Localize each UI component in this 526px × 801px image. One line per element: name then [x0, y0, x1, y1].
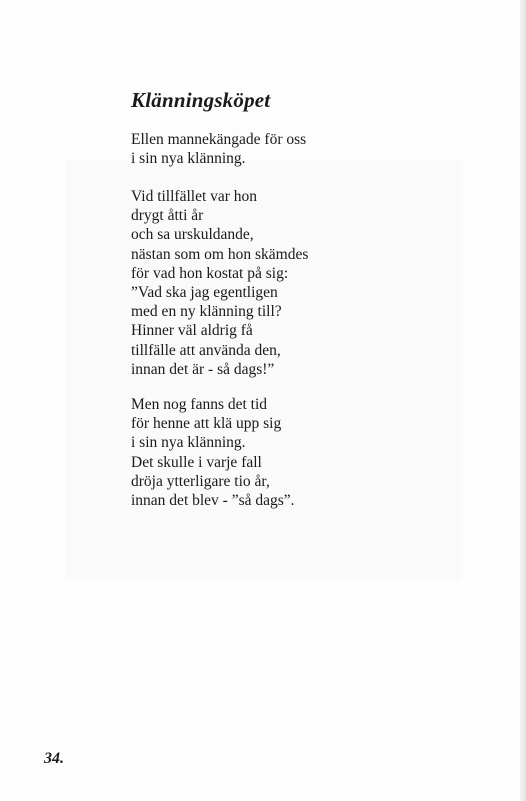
stanza-3: [131, 395, 295, 510]
page-edge: [520, 0, 526, 801]
stanza-2: [131, 187, 308, 379]
poem-line: i sin nya klänning.: [131, 150, 246, 168]
poem-line: för vad hon kostat på sig:: [131, 264, 289, 282]
stanza-1: [131, 130, 306, 168]
poem-line: Vid tillfället var hon: [131, 188, 258, 205]
poem-line: tillfälle att använda den,: [131, 341, 281, 359]
poem-line: nästan som om hon skämdes: [131, 245, 309, 263]
poem-line: innan det blev - ”så dags”.: [131, 492, 295, 510]
poem-title: Klänningsköpet: [131, 88, 271, 112]
poem-line: Det skulle i varje fall: [131, 453, 262, 471]
page-number: 34.: [44, 750, 64, 767]
poem-line: för henne att klä upp sig: [131, 415, 282, 433]
poem-line: med en ny klänning till?: [131, 303, 282, 321]
poem-line: innan det är - så dags!”: [131, 360, 275, 378]
poem-line: Hinner väl aldrig få: [131, 322, 253, 340]
poem-line: i sin nya klänning.: [131, 434, 246, 452]
poem-line: Ellen mannekängade för oss: [131, 131, 307, 148]
poem-line: ”Vad ska jag egentligen: [131, 284, 278, 302]
poem-line: drygt åtti år: [131, 207, 204, 225]
poem-line: Men nog fanns det tid: [131, 396, 268, 413]
poem-line: dröja ytterligare tio år,: [131, 472, 270, 490]
poem-line: och sa urskuldande,: [131, 226, 254, 244]
